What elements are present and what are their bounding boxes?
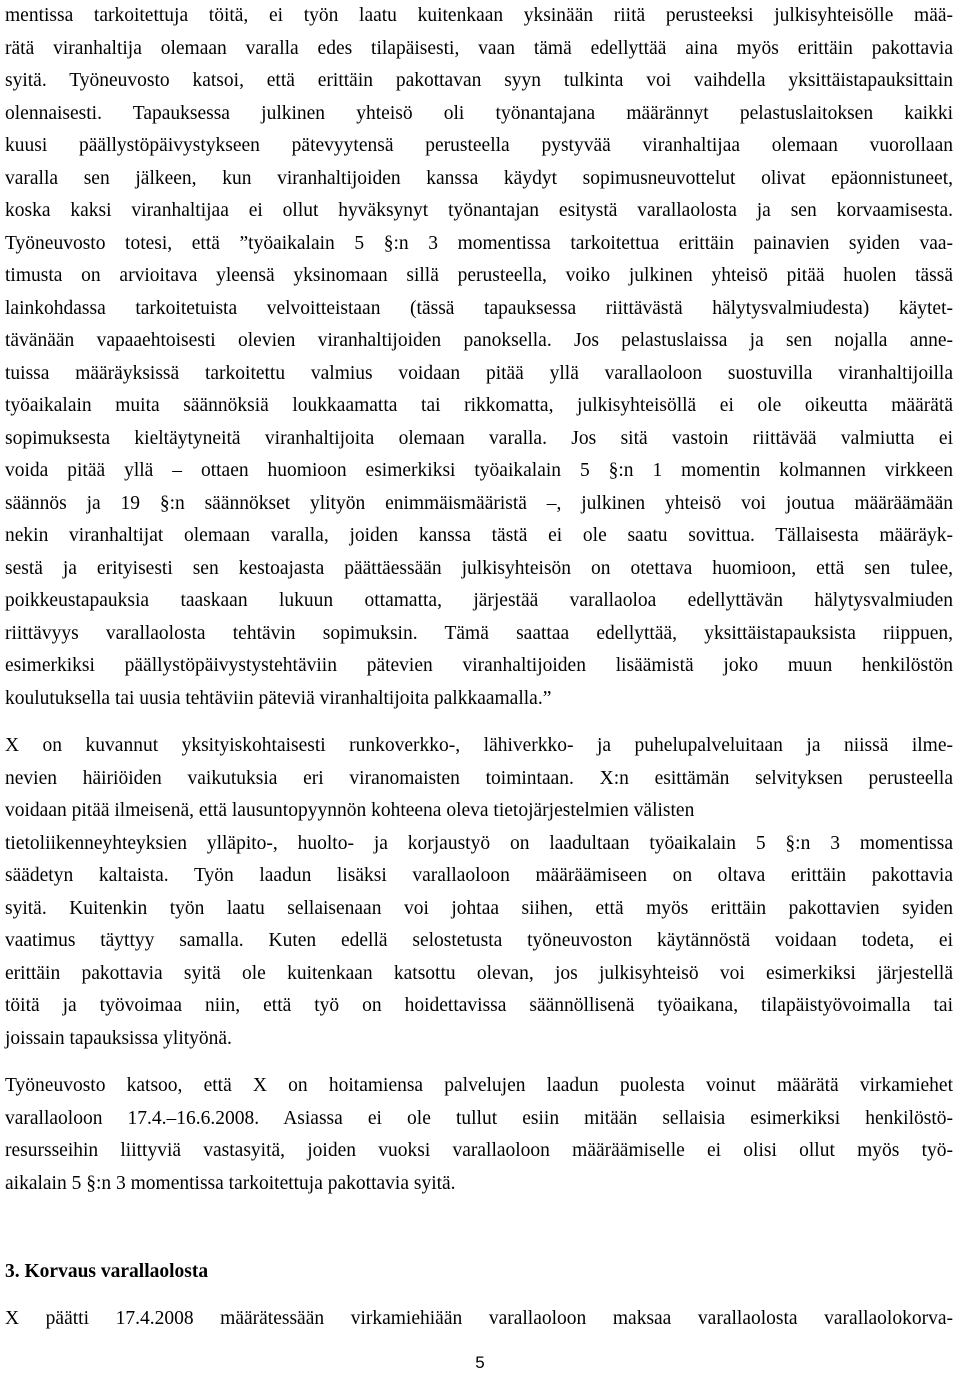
text-line: voida pitää yllä – ottaen huomioon esimerkiksi työaikalain 5 §:n 1 momentin kolmannen virkkeen: [5, 460, 953, 481]
paragraph-2: [5, 730, 955, 1055]
text-line: säännös ja 19 §:n säännökset ylityön enimmäismääristä –, julkinen yhteisö voi joutua määräämään: [5, 492, 953, 514]
text-line: nekin viranhaltijat olemaan varalla, joiden kanssa tästä ei ole saatu sovittua. Tällaisesta määräyk-: [5, 525, 953, 546]
page-number: 5: [475, 1353, 485, 1372]
text-line: syitä. Kuitenkin työn laatu sellaisenaan voi johtaa siihen, että myös erittäin pakottavien syiden: [5, 897, 953, 919]
document-page: [5, 0, 955, 1335]
section-heading: 3. Korvaus varallaolosta: [5, 1261, 209, 1282]
text-line: sopimuksesta kieltäytyneitä viranhaltijoita olemaan varalla. Jos sitä vastoin riittävää valmiutta ei: [5, 427, 953, 449]
text-line: olennaisesti. Tapauksessa julkinen yhteisö oli työnantajana määrännyt pelastuslaitoksen kaikki: [5, 102, 953, 124]
text-line: kuusi päällystöpäivystykseen pätevyytensä perusteella pystyvää viranhaltijaa olemaan vuorollaan: [5, 135, 953, 156]
paragraph-spacer: [5, 1055, 955, 1070]
text-line: riittävyys varallaolosta tehtävin sopimuksin. Tämä saattaa edellyttää, yksittäistapauksista riippuen,: [5, 622, 953, 644]
text-line: koska kaksi viranhaltijaa ei ollut hyväksynyt työnantajan esitystä varallaolosta ja sen korvaamisesta.: [5, 200, 953, 221]
text-line: resursseihin liittyviä vastasyitä, joiden vuoksi varallaoloon määräämiselle ei olisi ollut myös työ-: [5, 1140, 953, 1161]
paragraph-1: [5, 0, 955, 715]
text-line: töitä ja työvoimaa niin, että työ on hoidettavissa säännöllisenä työaikana, tilapäistyövoimalla tai: [5, 995, 953, 1016]
text-line: syitä. Työneuvosto katsoi, että erittäin pakottavan syyn tulkinta voi vaihdella yksittäistapauksittain: [5, 70, 953, 91]
text-line: joissain tapauksissa ylityönä.: [5, 1027, 232, 1049]
text-line: säädetyn kaltaista. Työn laadun lisäksi varallaoloon määräämiseen on oltava erittäin pakottavia: [5, 865, 953, 886]
text-line: aikalain 5 §:n 3 momentissa tarkoitettuja pakottavia syitä.: [5, 1172, 456, 1194]
text-line: Työneuvosto katsoo, että X on hoitamiensa palvelujen laadun puolesta voinut määrätä virkamiehet: [5, 1075, 953, 1096]
text-line: tietoliikenneyhteyksien ylläpito-, huolto- ja korjaustyö on laadultaan työaikalain 5 §:n 3 momentissa: [5, 832, 953, 854]
paragraph-3: [5, 1070, 955, 1200]
text-line: mentissa tarkoitettuja töitä, ei työn laatu kuitenkaan yksinään riitä perusteeksi julkisyhteisölle mää-: [5, 5, 953, 26]
section-spacer: [5, 1289, 955, 1303]
text-line: nevien häiriöiden vaikutuksia eri viranomaisten toimintaan. X:n esittämän selvityksen perusteella: [5, 767, 953, 789]
text-line: koulutuksella tai uusia tehtäviin päteviä viranhaltijoita palkkaamalla.”: [5, 687, 552, 709]
text-line: lainkohdassa tarkoitetuista velvoitteistaan (tässä tapauksessa riittävästä hälytysvalmiudesta) käytet-: [5, 297, 953, 319]
text-line: erittäin pakottavia syitä ole kuitenkaan katsottu olevan, jos julkisyhteisö voi esimerkiksi järjestellä: [5, 962, 953, 984]
text-line: rätä viranhaltija olemaan varalla edes tilapäisesti, vaan tämä edellyttää aina myös erittäin pakottavia: [5, 37, 953, 59]
text-line: voidaan pitää ilmeisenä, että lausuntopyynnön kohteena oleva tietojärjestelmien välisten: [5, 800, 695, 821]
text-line: poikkeustapauksia taaskaan lukuun ottamatta, järjestää varallaoloa edellyttävän hälytysvalmiuden: [5, 590, 953, 611]
text-line: tuissa määräyksissä tarkoitettu valmius voidaan pitää yllä varallaoloon suostuvilla viranhaltijoilla: [5, 362, 953, 384]
text-line: sestä ja erityisesti sen kestoajasta päättäessään julkisyhteisön on otettava huomioon, että sen tulee,: [5, 557, 953, 579]
paragraph-spacer: [5, 715, 955, 730]
text-line: timusta on arvioitava yleensä yksinomaan sillä perusteella, voiko julkinen yhteisö pitää huolen tässä: [5, 265, 953, 286]
text-line: esimerkiksi päällystöpäivystystehtäviin pätevien viranhaltijoiden lisäämistä joko muun henkilöstön: [5, 655, 953, 676]
text-line: Työneuvosto totesi, että ”työaikalain 5 §:n 3 momentissa tarkoitettua erittäin painavien syiden vaa-: [5, 232, 953, 254]
section-spacer: [5, 1200, 955, 1256]
text-line: varalla sen jälkeen, kun viranhaltijoiden kanssa käydyt sopimusneuvottelut olivat epäonnistuneet,: [5, 167, 953, 189]
text-line: X on kuvannut yksityiskohtaisesti runkoverkko-, lähiverkko- ja puhelupalveluitaan ja niissä ilme-: [5, 735, 953, 756]
text-line: X päätti 17.4.2008 määrätessään virkamiehiään varallaoloon maksaa varallaolosta varallaolokorva-: [5, 1307, 953, 1329]
text-line: vaatimus täyttyy samalla. Kuten edellä selostetusta työneuvoston käytännöstä voidaan todeta, ei: [5, 930, 953, 951]
text-line: tävänään vapaaehtoisesti olevien viranhaltijoiden panoksella. Jos pelastuslaissa ja sen nojalla anne-: [5, 330, 953, 351]
text-line: työaikalain muita säännöksiä loukkaamatta tai rikkomatta, julkisyhteisöllä ei ole oikeutta määrätä: [5, 395, 953, 416]
text-line: varallaoloon 17.4.–16.6.2008. Asiassa ei ole tullut esiin mitään sellaisia esimerkiksi henkilöstö-: [5, 1107, 953, 1129]
